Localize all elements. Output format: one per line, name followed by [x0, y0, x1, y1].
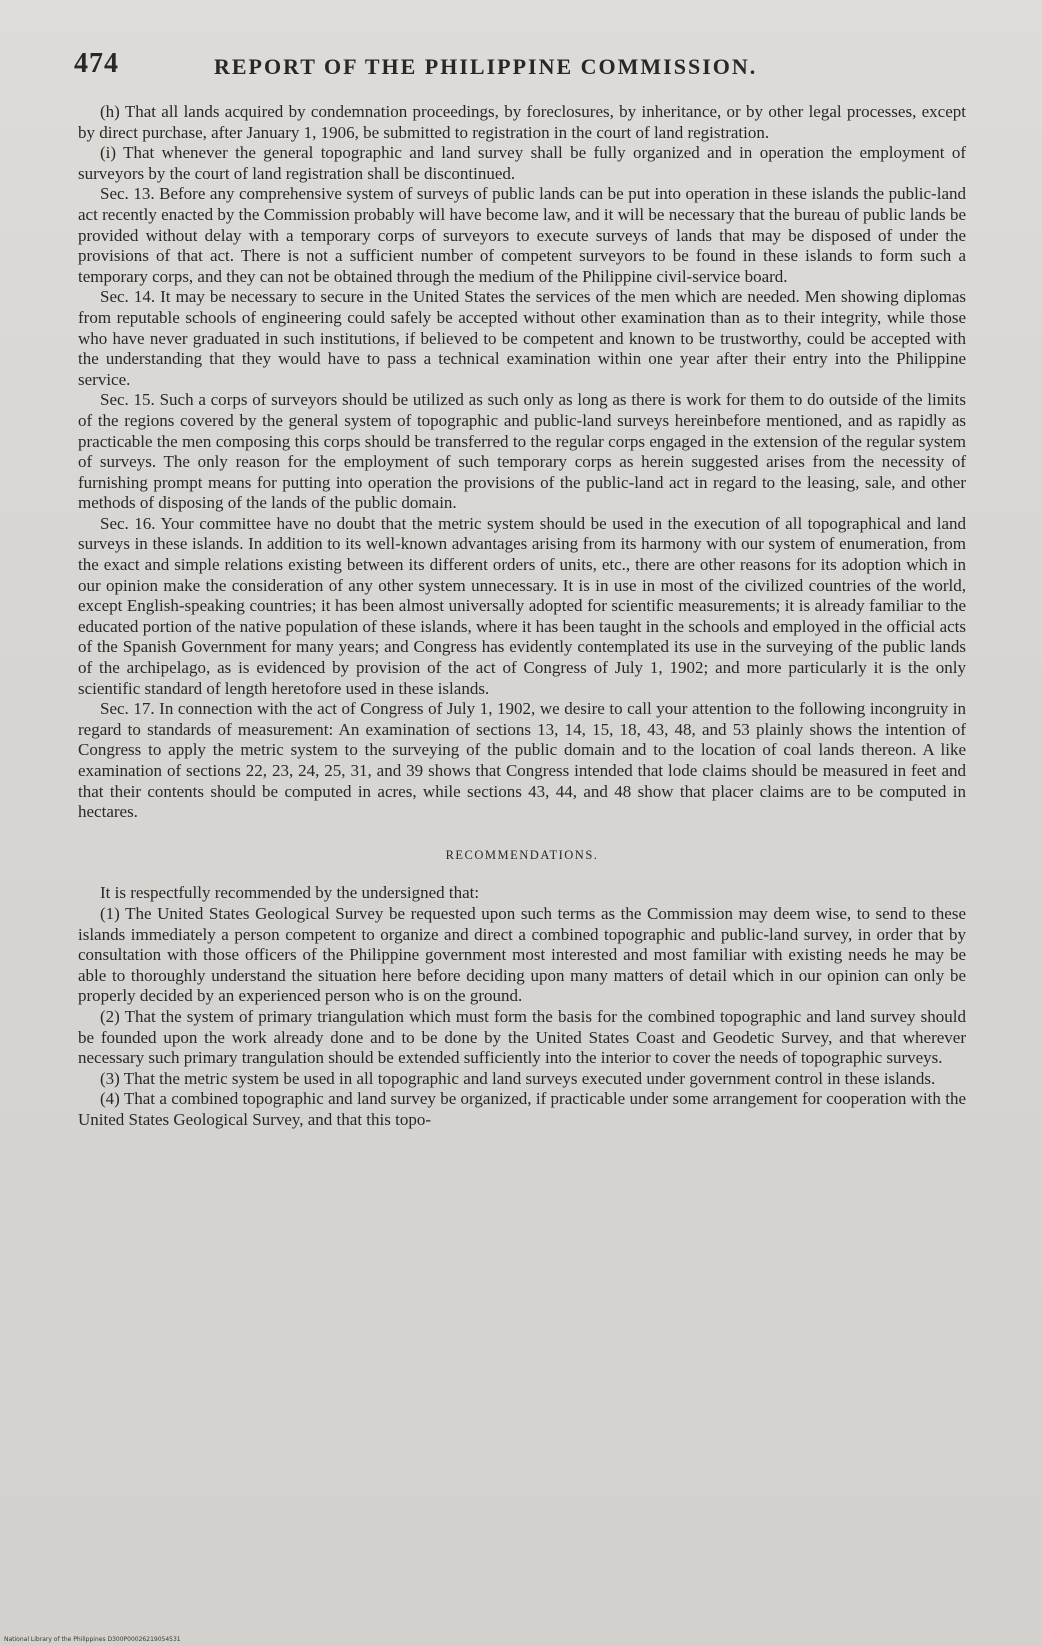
paragraph-i: (i) That whenever the general topographic and land survey shall be fully organized and in operation the employment of surveyors by the court of land registration shall be discontinued.	[78, 143, 966, 183]
recommendation-2: (2) That the system of primary triangulation which must form the basis for the combined topographic and land survey should be founded upon the work already done and to be done by the United States Coast and Geodetic Survey, and that wherever necessary such primary trangulation should be extended sufficiently into the interior to cover the needs of topographic surveys.	[78, 1006, 966, 1068]
recommendations-intro: It is respectfully recommended by the undersigned that:	[100, 883, 480, 903]
recommendations-heading: RECOMMENDATIONS.	[445, 847, 599, 862]
paragraph-sec-14: Sec. 14. It may be necessary to secure in the United States the services of the men which are needed. Men showing diplomas from reputable schools of engineering could safely be accepted without other examination than as to their integrity, while those who have never graduated in such institutions, if believed to be competent and known to be trustworthy, could be accepted with the understanding that they would have to pass a technical examination within one year after their entry into the Philippine service.	[78, 287, 966, 389]
recommendation-3: (3) That the metric system be used in all topographic and land surveys executed under government control in these islands.	[100, 1068, 936, 1088]
page-number: 474	[74, 48, 119, 79]
running-title: REPORT OF THE PHILIPPINE COMMISSION.	[214, 54, 758, 79]
scan-footer-mark: National Library of the Philippines D300P00026219054531	[4, 1636, 181, 1643]
recommendation-4: (4) That a combined topographic and land survey be organized, if practicable under some arrangement for cooperation with the United States Geological Survey, and that this topo-	[78, 1089, 966, 1129]
paragraph-sec-13: Sec. 13. Before any comprehensive system of surveys of public lands can be put into operation in these islands the public-land act recently enacted by the Commission probably will have become law, and it will be necessary that the bureau of public lands be provided without delay with a temporary corps of surveyors to execute surveys of lands that may be disposed of under the provisions of that act. There is not a sufficient number of competent surveyors to be found in these islands to form such a temporary corps, and they can not be obtained through the medium of the Philippine civil-service board.	[78, 184, 966, 286]
paragraph-sec-17: Sec. 17. In connection with the act of Congress of July 1, 1902, we desire to call your attention to the following incongruity in regard to standards of measurement: An examination of sections 13, 14, 15, 18, 43, 48, and 53 plainly shows the intention of Congress to apply the metric system to the surveying of the public domain and to the location of coal lands thereon. A like examination of sections 22, 23, 24, 25, 31, and 39 shows that Congress intended that lode claims should be measured in feet and that their contents should be computed in acres, while sections 43, 44, and 48 show that placer claims are to be computed in hectares.	[78, 699, 966, 822]
body-text	[78, 102, 966, 1131]
page-header	[74, 48, 974, 88]
paragraph-h: (h) That all lands acquired by condemnation proceedings, by foreclosures, by inheritance, or by other legal processes, except by direct purchase, after January 1, 1906, be submitted to registration in the court of land registration.	[78, 102, 966, 142]
recommendation-1: (1) The United States Geological Survey be requested upon such terms as the Commission may deem wise, to send to these islands immediately a person competent to organize and direct a combined topographic and public-land survey, in order that by consultation with those officers of the Philippine government most interested and most familiar with existing needs he may be able to thoroughly understand the situation here before deciding upon many matters of detail which in our opinion can only be properly decided by an experienced person who is on the ground.	[78, 903, 966, 1006]
paragraph-sec-15: Sec. 15. Such a corps of surveyors should be utilized as such only as long as there is work for them to do outside of the limits of the regions covered by the general system of topographic and public-land surveys hereinbefore mentioned, and as rapidly as practicable the men composing this corps should be transferred to the regular corps engaged in the extension of the regular system of surveys. The only reason for the employment of such temporary corps as herein suggested arises from the necessity of furnishing prompt means for putting into operation the provisions of the public-land act in regard to the leasing, sale, and other methods of disposing of the lands of the public domain.	[78, 390, 966, 513]
paragraph-sec-16: Sec. 16. Your committee have no doubt that the metric system should be used in the execution of all topographical and land surveys in these islands. In addition to its well-known advantages arising from its harmony with our system of enumeration, from the exact and simple relations existing between its different orders of units, etc., there are other reasons for its adoption which in our opinion make the consideration of any other system unnecessary. It is in use in most of the civilized countries of the world, except English-speaking countries; it has been almost universally adopted for scientific measurements; it is already familiar to the educated portion of the native population of these islands, where it has been taught in the schools and employed in the official acts of the Spanish Government for many years; and Congress has evidently contemplated its use in the surveying of the public lands of the archipelago, as is evidenced by provision of the act of Congress of July 1, 1902; and more particularly it is the only scientific standard of length heretofore used in these islands.	[78, 513, 966, 698]
